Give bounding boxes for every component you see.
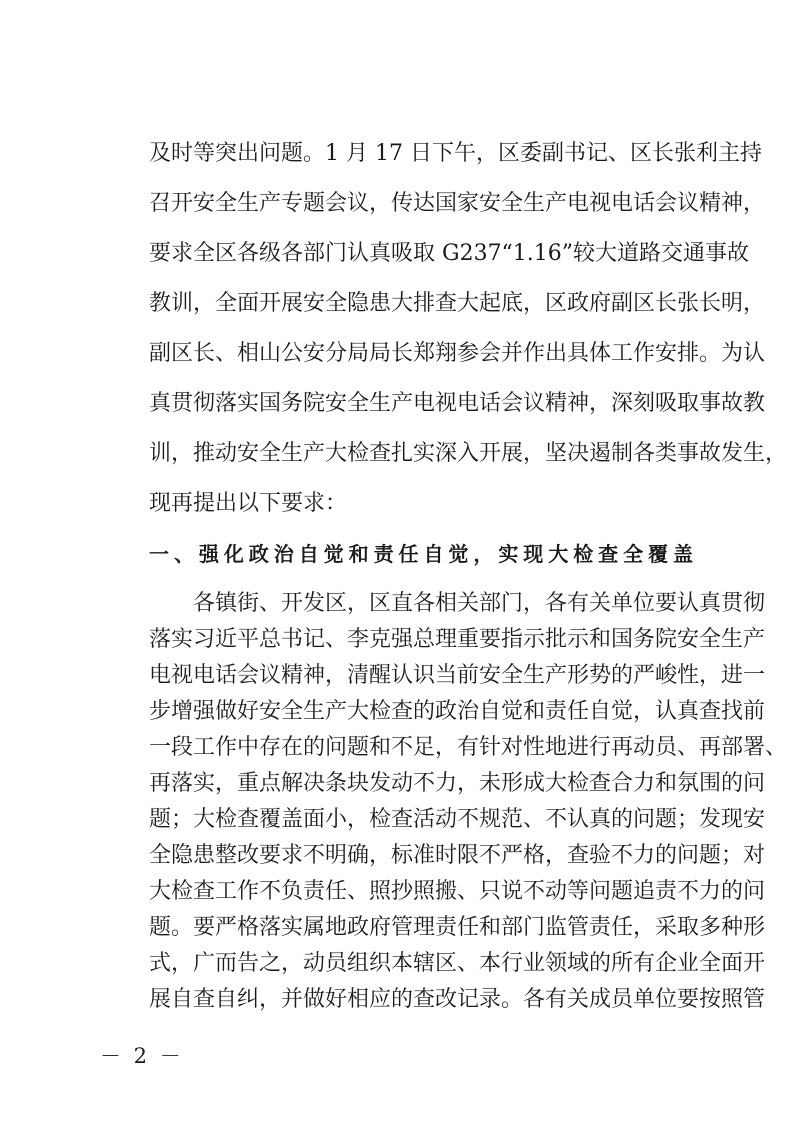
paragraph-2-line-5: 一段工作中存在的问题和不足，有针对性地进行再动员、再部署、	[149, 735, 788, 760]
paragraph-1-line-8: 现再提出以下要求：	[149, 491, 348, 516]
paragraph-2-line-6: 再落实，重点解决条块发动不力，未形成大检查合力和氛围的问	[149, 771, 766, 796]
paragraph-2-line-4: 步增强做好安全生产大检查的政治自觉和责任自觉，认真查找前	[149, 699, 766, 724]
paragraph-2-line-10: 题。要严格落实属地政府管理责任和部门监管责任，采取多种形	[149, 915, 766, 940]
paragraph-2-line-2: 落实习近平总书记、李克强总理重要指示批示和国务院安全生产	[149, 627, 766, 652]
paragraph-1-line-4: 教训，全面开展安全隐患大排查大起底，区政府副区长张长明，	[149, 291, 766, 316]
section-heading: 一、强化政治自觉和责任自觉，实现大检查全覆盖	[149, 542, 693, 566]
paragraph-2-line-9: 大检查工作不负责任、照抄照搬、只说不动等问题追责不力的问	[149, 879, 766, 904]
paragraph-2-line-11: 式，广而告之，动员组织本辖区、本行业领域的所有企业全面开	[149, 951, 766, 976]
page-number: － 2 －	[100, 1044, 184, 1068]
paragraph-1-line-2: 召开安全生产专题会议，传达国家安全生产电视电话会议精神，	[149, 191, 766, 216]
paragraph-1-line-3: 要求全区各级各部门认真吸取 G237“1.16”较大道路交通事故	[149, 241, 750, 266]
paragraph-1-line-6: 真贯彻落实国务院安全生产电视电话会议精神，深刻吸取事故教	[149, 391, 766, 416]
paragraph-1-line-7: 训，推动安全生产大检查扎实深入开展，坚决遏制各类事故发生，	[149, 441, 788, 466]
paragraph-2-line-3: 电视电话会议精神，清醒认识当前安全生产形势的严峻性，进一	[149, 663, 766, 688]
paragraph-2-line-7: 题；大检查覆盖面小，检查活动不规范、不认真的问题；发现安	[149, 807, 766, 832]
paragraph-1-line-5: 副区长、相山公安分局局长郑翔参会并作出具体工作安排。为认	[149, 341, 766, 366]
paragraph-2-line-8: 全隐患整改要求不明确，标准时限不严格，查验不力的问题；对	[149, 843, 766, 868]
paragraph-1-line-1: 及时等突出问题。1 月 17 日下午，区委副书记、区长张利主持	[149, 141, 762, 166]
paragraph-2-line-1: 各镇街、开发区，区直各相关部门，各有关单位要认真贯彻	[193, 591, 766, 616]
paragraph-2-line-12: 展自查自纠，并做好相应的查改记录。各有关成员单位要按照管	[149, 987, 766, 1012]
